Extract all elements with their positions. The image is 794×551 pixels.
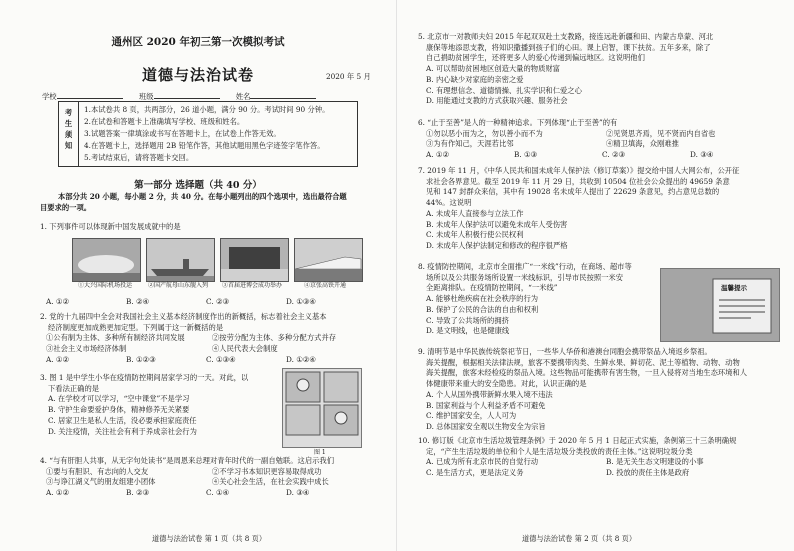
q4-choice: ③与诤江湖义气的朋友组建小团体 — [46, 477, 156, 487]
q1-option: B. ②④ — [126, 297, 150, 306]
page-1 — [0, 0, 396, 551]
q9-choice: A. 个人从国外携带新鲜水果入境不违法 — [426, 389, 553, 399]
q7-stem-line: 求社会各界意见。截至 2019 年 11 月 29 日，共收到 10504 位社会公众提出的 49659 条意 — [426, 176, 730, 186]
q8-stem-line: 场所以及公共服务场所设置一米线标识，引导市民按照一米安 — [426, 272, 624, 282]
aircraft-carrier-photo — [146, 238, 215, 282]
photo-caption: ②国产航母山东舰入列 — [148, 282, 209, 289]
q7-block — [418, 166, 739, 252]
photo-caption: ④京张高铁开通 — [304, 282, 347, 289]
q5-choice: D. 用能通过支教的方式获取兴趣、服务社会 — [426, 96, 568, 106]
notice-item: 5.考试结束后，请将答题卡交回。 — [84, 153, 194, 162]
q2-option: D. ①②④ — [286, 354, 316, 364]
notice-item: 1.本试卷共 8 页，共两部分，26 道小题，满分 90 分。考试时间 90 分钟。 — [84, 105, 330, 114]
q10-stem-line: 10. 修订版《北京市生活垃圾管理条例》于 2020 年 5 月 1 日起正式实施，条例第三十三条明确规 — [418, 436, 737, 445]
q6-stem: 6. “止于至善”是人的一种精神追求。下列体现“止于至善”的有 — [418, 118, 618, 127]
section-intro — [40, 192, 347, 213]
notice-heading-char: 须 — [64, 130, 73, 139]
q3-stem-line: 3. 图 1 是中学生小华在疫情防控期间居家学习的一天。对此，以 — [40, 373, 249, 382]
q4-option: C. ①④ — [206, 488, 230, 498]
subject-title: 道德与法治试卷 — [141, 66, 254, 84]
notice-item: 3.试题答案一律填涂或书写在答题卡上，在试卷上作答无效。 — [84, 129, 281, 138]
page-footer: 道德与法治试卷 第 1 页（共 8 页） — [152, 534, 267, 543]
q6-choice: ①勿以恶小而为之，勿以善小而不为 — [426, 128, 543, 138]
section-title: 第一部分 选择题（共 40 分） — [134, 180, 262, 191]
q9-stem-line: 海关提醒，根据相关法律法规，旅客不要携带肉类、生鲜水果、鲜切花、泥土等植物、动物、动物 — [426, 357, 740, 367]
q7-choice: A. 未成年人直接参与立法工作 — [426, 208, 524, 218]
notice-item: 4.在答题卡上，选择题用 2B 铅笔作答，其他试题用黑色字迹签字笔作答。 — [84, 141, 325, 150]
q5-stem-line: 自己捐助贫困学生，还将更多人的爱心传递到偏远地区。这说明他们 — [426, 53, 645, 63]
q1-option: C. ②③ — [206, 297, 230, 306]
airport-photo — [72, 238, 141, 282]
q4-option: D. ③④ — [286, 488, 310, 498]
q3-figure-label: 图 1 — [314, 449, 326, 456]
q7-choice: D. 未成年人保护法制定和修改的程序很严格 — [426, 240, 568, 250]
q2-stem-line: 2. 党的十九届四中全会对我国社会主义基本经济制度作出的新概括，标志着社会主义基本 — [40, 312, 327, 321]
q7-stem-line: 7. 2019 年 11 月，《中华人民共和国未成年人保护法（修订草案）》提交给中国人大网公布，公开征 — [418, 166, 740, 175]
q10-choice: D. 投放的责任主体是政府 — [606, 468, 690, 478]
exam-title: 通州区 2020 年初三第一次模拟考试 — [111, 36, 285, 48]
class-blank — [154, 90, 220, 99]
q2-choice: ①公有制为主体、多种所有制经济共同发展 — [46, 333, 185, 343]
q7-choice: C. 未成年人积极行使公民权利 — [426, 230, 524, 240]
q3-stem-line: 下看法正确的是 — [48, 383, 100, 393]
q2-choice: ④人民代表大会制度 — [212, 344, 278, 354]
q8-choice: C. 导致了公共场所的拥挤 — [426, 315, 509, 325]
q3-choice: D. 关注疫情，关注社会有利于养成亲社会行为 — [48, 426, 197, 436]
q6-choice: ③为有作知己，天涯若比邻 — [426, 139, 514, 149]
q8-choice: A. 能够杜绝疾病在社会秩序的行为 — [426, 294, 539, 304]
q9-block — [418, 347, 747, 433]
page-footer: 道德与法治试卷 第 2 页（共 8 页） — [522, 534, 637, 543]
notice-heading-char: 知 — [64, 141, 73, 150]
notice-heading-char: 生 — [64, 119, 73, 128]
notice-heading-char: 考 — [64, 108, 73, 117]
q10-choice: C. 是生活方式，更是法定义务 — [426, 468, 524, 478]
photo-caption: ③首届进博会成功举办 — [222, 282, 283, 289]
q8-stem-line: 全距离排队。在疫情防控期间，“一米线” — [426, 283, 558, 293]
school-label: 学校 — [42, 92, 57, 101]
q5-block — [418, 32, 713, 107]
exam-date: 2020 年 5 月 — [326, 72, 371, 81]
q7-stem-line: 见和 147 封群众来信，其中有 19028 名未成年人提出了 22629 条意见，约占意见总数的 — [426, 187, 720, 197]
q8-choice: B. 保护了公民的合法的自由和权利 — [426, 304, 539, 314]
q3-cartoon-figure — [282, 368, 362, 448]
q5-choice: B. 内心缺少对家庭的亲密之爱 — [426, 74, 524, 84]
q5-stem-line: 5. 北京市一对教师夫妇 2015 年起双双赴土支教路，接连远赴新疆和田、内蒙古阜蒙、河北 — [418, 32, 714, 41]
photo-caption: ①大兴国际机场投运 — [78, 282, 133, 289]
q1-options — [46, 297, 316, 308]
q9-stem-line: 9. 清明节是中华民族传统祭祀节日，一些华人华侨和港澳台同胞会携带祭品入境返乡祭祖。 — [418, 347, 712, 356]
q8-notice-photo — [660, 268, 780, 342]
q1-option: A. ①② — [46, 297, 69, 306]
q5-choice: C. 有理想信念、道德情操、扎实学识和仁爱之心 — [426, 85, 582, 95]
q5-stem-line: 康保等地添思支教，将知识撒播到孩子们的心田。课上启智，课下扶贫。五年多来，除了 — [426, 42, 711, 52]
q2-block — [40, 312, 336, 366]
q4-choice: ④关心社会生活，在社会实践中成长 — [212, 477, 329, 487]
q8-stem-line: 8. 疫情防控期间，北京市全面推广“一米线”行动，在商场、超市等 — [418, 262, 632, 271]
q3-block — [40, 373, 248, 437]
section-intro-line: 目要求的一项。 — [40, 202, 92, 212]
q6-choice: ④精卫填海，众刚难推 — [606, 139, 679, 149]
q9-choice: C. 维护国家安全，人人可为 — [426, 411, 517, 421]
q9-stem-line: 海关提醒，旅客未经检疫的祭品入境。这些物品可能携带有害生物，一旦入侵将对当地生态环境和人 — [426, 368, 748, 378]
notice-item: 2.在试卷和答题卡上准确填写学校、班级和姓名。 — [84, 117, 245, 126]
q3-choice: C. 居家卫生是私人生活，没必要承担家庭责任 — [48, 415, 197, 425]
q1-stem: 1. 下列事件可以体现新中国发展成就中的是 — [40, 222, 181, 231]
q8-block — [418, 262, 632, 337]
school-blank — [57, 90, 123, 99]
q2-stem-line: 经济制度更加成熟更加定型。下列属于这一新概括的是 — [48, 322, 224, 332]
q4-option: A. ①② — [46, 488, 69, 498]
section-intro-line: 本部分共 20 小题，每小题 2 分，共 40 分。在每小题列出的四个选项中，选出最符合题 — [58, 192, 347, 201]
class-label: 班级 — [138, 92, 154, 101]
candidate-notice-box — [58, 101, 358, 167]
q4-option: B. ②③ — [126, 488, 150, 498]
q7-choice: B. 未成年人保护法可以避免未成年人受伤害 — [426, 219, 568, 229]
q2-choice: ③社会主义市场经济体制 — [46, 344, 127, 354]
q10-choice: B. 是无关生态文明建设的小事 — [606, 457, 704, 467]
q8-photo-text: 温馨提示 — [721, 284, 747, 292]
page-2 — [398, 0, 794, 551]
name-blank — [250, 90, 316, 99]
q9-stem-line: 体健康带来重大的安全隐患。对此，认识正确的是 — [426, 379, 587, 389]
q10-block — [418, 436, 736, 479]
notice-heading — [59, 102, 79, 166]
high-speed-rail-photo — [294, 238, 363, 282]
q7-stem-line: 44%。这说明 — [426, 198, 472, 208]
q2-choice: ②按劳分配为主体、多种分配方式并存 — [212, 333, 337, 343]
q10-choice: A. 已成为所有北京市民的自觉行动 — [426, 457, 539, 467]
q2-option: C. ①③④ — [206, 354, 236, 364]
q6-option: A. ①② — [426, 150, 449, 160]
q4-choice: ②不学习书本知识更容易取得成功 — [212, 466, 322, 476]
page-divider — [396, 0, 397, 551]
q3-choice: A. 在学校才可以学习，“空中课堂”不是学习 — [48, 394, 190, 404]
q9-choice: D. 总体国家安全观以生物安全为宗旨 — [426, 421, 546, 431]
expo-photo — [220, 238, 289, 282]
q10-stem-line: 定，“产生生活垃圾的单位和个人是生活垃圾分类投放的责任主体。”这说明垃圾分类 — [426, 446, 693, 456]
q6-option: B. ①③ — [514, 150, 538, 160]
q6-choice: ②见贤思齐焉，见不贤而内自省也 — [606, 128, 716, 138]
q3-choice: B. 守护生命要爱护身体，精神修养无关紧要 — [48, 405, 190, 415]
q2-option: B. ①②③ — [126, 354, 156, 364]
q6-option: C. ②③ — [602, 150, 626, 160]
name-label: 姓名 — [235, 92, 251, 101]
q8-choice: D. 是文明线，也是健康线 — [426, 326, 510, 336]
q6-option: D. ③④ — [690, 150, 714, 160]
notice-list — [84, 104, 329, 164]
q1-option: D. ①③④ — [286, 297, 316, 306]
q5-choice: A. 可以帮助贫困地区创造大量的物质财富 — [426, 64, 560, 74]
q4-choice: ①要与有胆识、有志向的人交友 — [46, 466, 149, 476]
q9-choice: B. 国家利益与个人利益矛盾不可避免 — [426, 400, 546, 410]
q6-block — [418, 118, 715, 161]
q4-block — [40, 456, 334, 499]
q2-option: A. ①② — [46, 354, 69, 364]
q4-stem-line: 4. “与有肝胆人共事，从无字句处读书”是周恩来总理对青年时代的一副自勉联。这启示我们 — [40, 456, 335, 465]
